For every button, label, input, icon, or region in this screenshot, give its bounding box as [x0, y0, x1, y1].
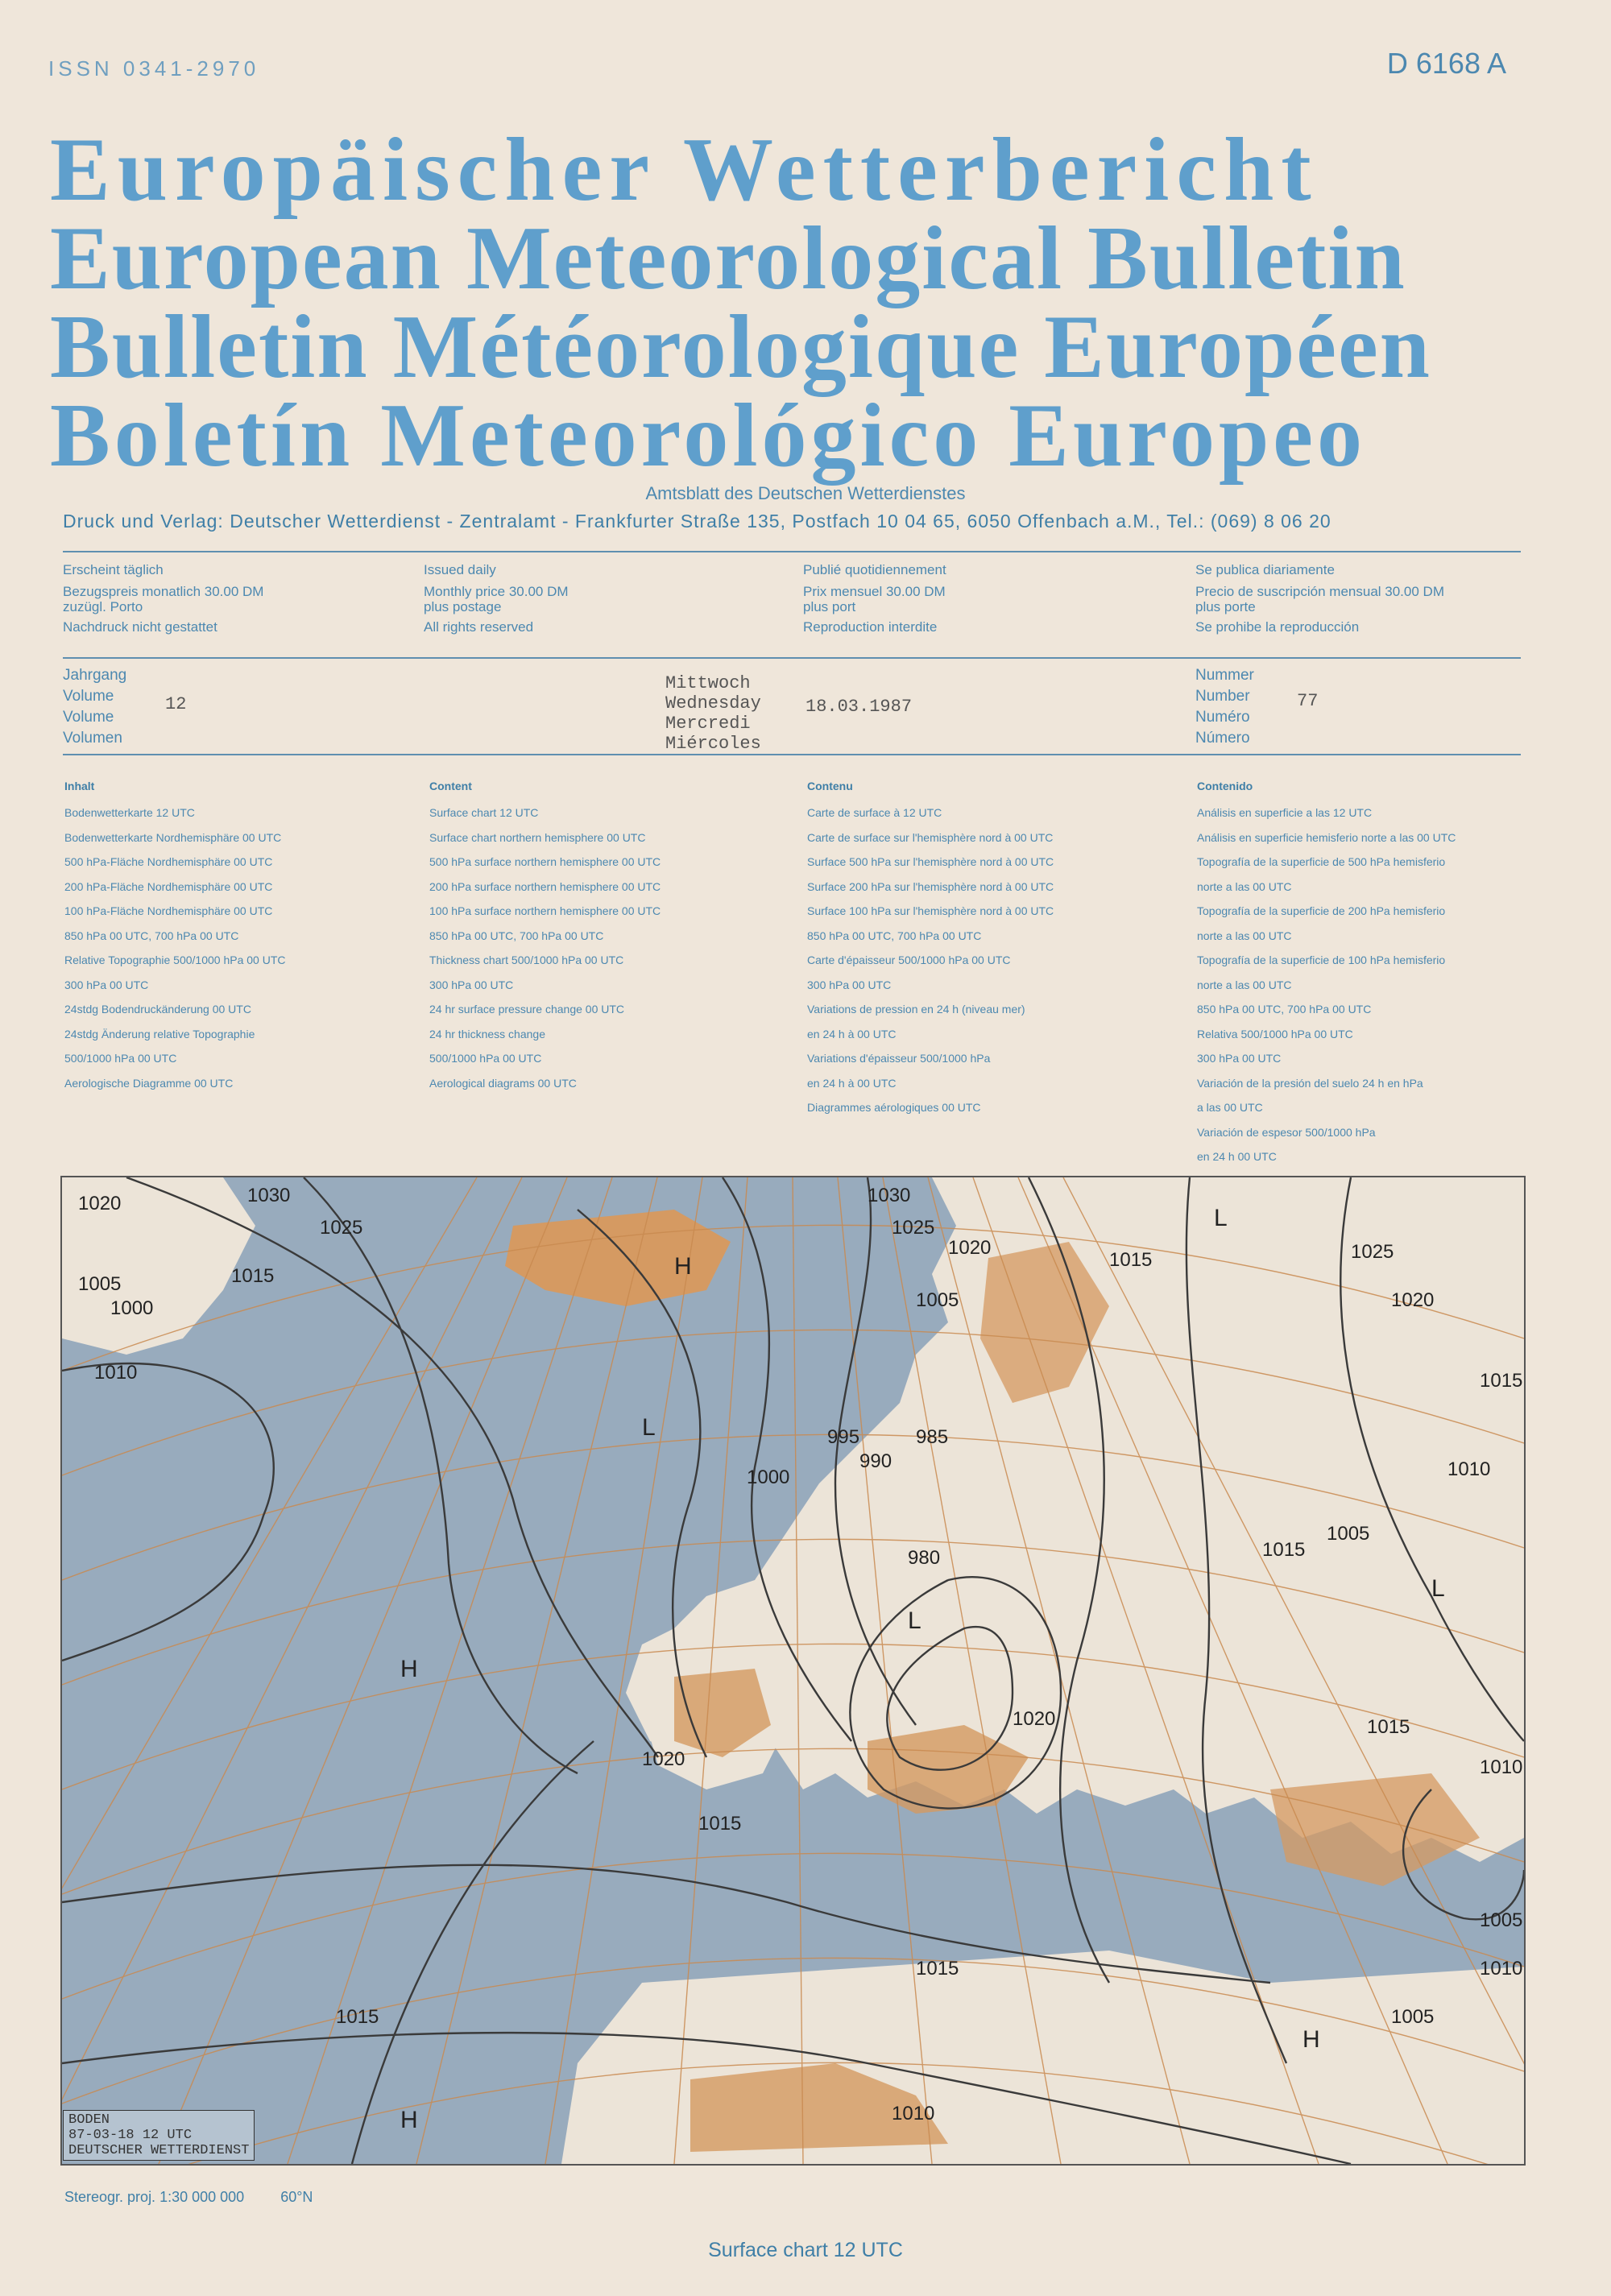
contents-item: 24 hr surface pressure change 00 UTC — [429, 1003, 625, 1016]
contents-item: 850 hPa 00 UTC, 700 hPa 00 UTC — [807, 929, 982, 942]
contents-heading: Contenu — [807, 780, 853, 792]
contents-item: Surface chart northern hemisphere 00 UTC — [429, 830, 646, 844]
pressure-label: 1015 — [1480, 1370, 1523, 1392]
postal-code: D 6168 A — [1386, 47, 1506, 80]
pressure-label: 1025 — [320, 1217, 363, 1239]
high-pressure-centre: H — [400, 2107, 418, 2133]
pressure-label: 1020 — [948, 1237, 992, 1259]
title-english: European Meteorological Bulletin — [50, 209, 1406, 308]
pressure-label: 1005 — [1480, 1909, 1523, 1931]
pressure-label: 1025 — [892, 1217, 935, 1239]
pressure-label: 1000 — [747, 1467, 790, 1488]
contents-item: Surface 500 hPa sur l'hemisphère nord à 00 UTC — [807, 855, 1054, 868]
pub-line: Precio de suscripción mensual 30.00 DM — [1195, 584, 1444, 599]
projection-latitude: 60°N — [280, 2189, 313, 2205]
issue-number: 77 — [1297, 691, 1319, 711]
weekday: Mercredi — [665, 714, 751, 734]
publisher-line: Druck und Verlag: Deutscher Wetterdienst - Zentralamt - Frankfurter Straße 135, Postfach 10 04 65, 6050 Offenbach a.M., Tel.: (069) 8 06 20 — [63, 511, 1331, 532]
contents-item: 24 hr thickness change — [429, 1027, 545, 1040]
contents-item: Topografía de la superficie de 100 hPa hemisferio — [1197, 954, 1446, 966]
volume-label: Jahrgang — [63, 667, 127, 684]
surface-weather-map — [60, 1176, 1526, 2166]
contents-item: Aerological diagrams 00 UTC — [429, 1076, 577, 1090]
pressure-label: 1030 — [868, 1185, 911, 1206]
title-french: Bulletin Météorologique Européen — [50, 297, 1431, 397]
weekday: Miércoles — [665, 734, 761, 754]
number-label: Nummer — [1195, 667, 1254, 684]
pressure-label: 1015 — [1367, 1716, 1410, 1738]
contents-item: Topografía de la superficie de 200 hPa hemisferio — [1197, 904, 1446, 917]
pub-line: Monthly price 30.00 DM — [424, 584, 569, 599]
volume-labels — [63, 665, 126, 749]
contents-item: en 24 h à 00 UTC — [807, 1027, 897, 1040]
pressure-label: 1020 — [1391, 1289, 1435, 1311]
pressure-label: 980 — [908, 1547, 941, 1569]
contents-item: 500/1000 hPa 00 UTC — [429, 1052, 542, 1065]
contents-item: Análisis en superficie hemisferio norte a las 00 UTC — [1197, 830, 1456, 844]
projection-scale: Stereogr. proj. 1:30 000 000 — [64, 2189, 245, 2205]
pressure-label: 1020 — [78, 1193, 122, 1214]
pressure-label: 1010 — [892, 2103, 935, 2124]
contents-item: Topografía de la superficie de 500 hPa hemisferio — [1197, 855, 1446, 868]
contents-french — [807, 780, 1054, 1120]
stamp-line: BODEN — [68, 2112, 110, 2128]
contents-item: 300 hPa 00 UTC — [807, 978, 892, 991]
high-pressure-centre: H — [1302, 2026, 1320, 2053]
pressure-label: 1015 — [1109, 1249, 1153, 1271]
contents-item: en 24 h 00 UTC — [1197, 1150, 1277, 1163]
pressure-label: 1015 — [698, 1813, 742, 1835]
contents-item: Relative Topographie 500/1000 hPa 00 UTC — [64, 954, 286, 966]
pressure-label: 1015 — [231, 1265, 275, 1287]
low-pressure-centre: L — [908, 1607, 921, 1634]
pub-line: plus port — [803, 599, 856, 614]
low-pressure-centre: L — [1431, 1575, 1445, 1602]
pressure-label: 1005 — [916, 1289, 959, 1311]
contents-item: Aerologische Diagramme 00 UTC — [64, 1076, 234, 1090]
high-pressure-centre: H — [674, 1253, 692, 1280]
contents-item: Thickness chart 500/1000 hPa 00 UTC — [429, 954, 624, 966]
pressure-label: 1005 — [1327, 1523, 1370, 1545]
contents-item: a las 00 UTC — [1197, 1101, 1263, 1114]
pub-line: plus postage — [424, 599, 502, 614]
weekday: Mittwoch — [665, 673, 751, 693]
contents-heading: Inhalt — [64, 780, 95, 792]
stamp-line: 87-03-18 12 UTC — [68, 2128, 193, 2143]
number-label: Numéro — [1195, 709, 1250, 726]
publication-german — [63, 559, 263, 638]
contents-item: Carte de surface sur l'hemisphère nord à 00 UTC — [807, 830, 1054, 844]
volume-label: Volumen — [63, 730, 122, 747]
volume-value: 12 — [165, 694, 187, 714]
publication-english — [424, 559, 569, 638]
low-pressure-centre: L — [1214, 1205, 1228, 1231]
map-graphic — [62, 1177, 1524, 2164]
pub-line: Nachdruck nicht gestattet — [63, 619, 217, 635]
low-pressure-centre: L — [642, 1414, 656, 1441]
pressure-label: 1005 — [1391, 2006, 1435, 2028]
pressure-label: 1020 — [642, 1748, 685, 1770]
pub-line: Prix mensuel 30.00 DM — [803, 584, 946, 599]
pressure-label: 1010 — [1447, 1458, 1491, 1480]
publication-spanish — [1195, 559, 1444, 638]
pressure-label: 1005 — [78, 1273, 122, 1295]
contents-item: Variación de la presión del suelo 24 h en hPa — [1197, 1076, 1423, 1090]
pressure-label: 990 — [859, 1450, 892, 1472]
contents-item: 300 hPa 00 UTC — [64, 978, 149, 991]
contents-item: 500 hPa surface northern hemisphere 00 UTC — [429, 855, 661, 868]
contents-item: Bodenwetterkarte 12 UTC — [64, 806, 195, 819]
pressure-label: 1015 — [1262, 1539, 1306, 1561]
contents-item: 500/1000 hPa 00 UTC — [64, 1052, 177, 1065]
contents-item: 300 hPa 00 UTC — [429, 978, 514, 991]
map-caption: Surface chart 12 UTC — [708, 2239, 903, 2261]
issn-number: ISSN 0341-2970 — [48, 56, 260, 81]
contents-item: Surface 200 hPa sur l'hemisphère nord à 00 UTC — [807, 879, 1054, 893]
pressure-label: 1010 — [1480, 1756, 1523, 1778]
pressure-label: 1000 — [110, 1297, 154, 1319]
divider — [63, 657, 1521, 659]
contents-item: en 24 h à 00 UTC — [807, 1076, 897, 1090]
pressure-label: 995 — [827, 1426, 860, 1448]
pub-line: Se prohibe la reproducción — [1195, 619, 1360, 635]
contents-english — [429, 780, 661, 1095]
map-stamp — [63, 2110, 255, 2161]
pressure-label: 1015 — [916, 1958, 959, 1980]
volume-label: Volume — [63, 709, 114, 726]
publication-french — [803, 559, 946, 638]
contents-heading: Content — [429, 780, 472, 792]
pub-line: plus porte — [1195, 599, 1256, 614]
pressure-label: 1010 — [1480, 1958, 1523, 1980]
pressure-label: 1030 — [247, 1185, 291, 1206]
contents-item: 850 hPa 00 UTC, 700 hPa 00 UTC — [64, 929, 239, 942]
contents-item: 24stdg Bodendruckänderung 00 UTC — [64, 1003, 251, 1016]
high-pressure-centre: H — [400, 1656, 418, 1682]
contents-item: Variations de pression en 24 h (niveau mer) — [807, 1003, 1025, 1016]
pub-line: All rights reserved — [424, 619, 534, 635]
pressure-label: 1025 — [1351, 1241, 1394, 1263]
pub-line: Bezugspreis monatlich 30.00 DM — [63, 584, 264, 599]
title-german: Europäischer Wetterbericht — [50, 120, 1319, 220]
number-label: Número — [1195, 730, 1250, 747]
contents-item: 100 hPa-Fläche Nordhemisphäre 00 UTC — [64, 904, 273, 917]
contents-item: Carte de surface à 12 UTC — [807, 806, 942, 819]
contents-heading: Contenido — [1197, 780, 1253, 792]
contents-spanish — [1197, 780, 1456, 1194]
stamp-line: DEUTSCHER WETTERDIENST — [68, 2143, 250, 2158]
pub-line: Se publica diariamente — [1195, 562, 1335, 577]
pressure-label: 985 — [916, 1426, 949, 1448]
pub-line: Reproduction interdite — [803, 619, 938, 635]
contents-item: 850 hPa 00 UTC, 700 hPa 00 UTC — [1197, 1003, 1372, 1016]
divider — [63, 754, 1521, 755]
pub-line: Issued daily — [424, 562, 496, 577]
divider — [63, 551, 1521, 552]
contents-item: 24stdg Änderung relative Topographie — [64, 1027, 255, 1040]
contents-item: 300 hPa 00 UTC — [1197, 1052, 1282, 1065]
contents-item: 200 hPa surface northern hemisphere 00 UTC — [429, 879, 661, 893]
pressure-label: 1010 — [94, 1362, 138, 1384]
weekday-labels — [665, 673, 761, 754]
contents-item: Variación de espesor 500/1000 hPa — [1197, 1125, 1376, 1139]
contents-item: Bodenwetterkarte Nordhemisphäre 00 UTC — [64, 830, 282, 844]
contents-item: 850 hPa 00 UTC, 700 hPa 00 UTC — [429, 929, 604, 942]
pub-line: Publié quotidiennement — [803, 562, 946, 577]
pub-line: zuzügl. Porto — [63, 599, 143, 614]
contents-item: Surface 100 hPa sur l'hemisphère nord à 00 UTC — [807, 904, 1054, 917]
projection-note — [64, 2189, 313, 2206]
weekday: Wednesday — [665, 693, 761, 714]
contents-item: Diagrammes aérologiques 00 UTC — [807, 1101, 981, 1114]
contents-item: Carte d'épaisseur 500/1000 hPa 00 UTC — [807, 954, 1011, 966]
contents-german — [64, 780, 285, 1095]
contents-item: norte a las 00 UTC — [1197, 978, 1292, 991]
contents-item: 200 hPa-Fläche Nordhemisphäre 00 UTC — [64, 879, 273, 893]
contents-item: Relativa 500/1000 hPa 00 UTC — [1197, 1027, 1353, 1040]
contents-item: 100 hPa surface northern hemisphere 00 UTC — [429, 904, 661, 917]
contents-item: Surface chart 12 UTC — [429, 806, 539, 819]
title-spanish: Boletín Meteorológico Europeo — [50, 386, 1366, 486]
pub-line: Erscheint täglich — [63, 562, 164, 577]
number-label: Number — [1195, 688, 1250, 705]
pressure-label: 1015 — [336, 2006, 379, 2028]
contents-item: Variations d'épaisseur 500/1000 hPa — [807, 1052, 991, 1065]
volume-label: Volume — [63, 688, 114, 705]
issue-date: 18.03.1987 — [806, 697, 913, 717]
amtsblatt-line: Amtsblatt des Deutschen Wetterdienstes — [645, 483, 966, 503]
contents-item: 500 hPa-Fläche Nordhemisphäre 00 UTC — [64, 855, 273, 868]
pressure-label: 1020 — [1013, 1708, 1056, 1730]
contents-item: Análisis en superficie a las 12 UTC — [1197, 806, 1373, 819]
contents-item: norte a las 00 UTC — [1197, 879, 1292, 893]
number-labels — [1195, 665, 1254, 749]
contents-item: norte a las 00 UTC — [1197, 929, 1292, 942]
